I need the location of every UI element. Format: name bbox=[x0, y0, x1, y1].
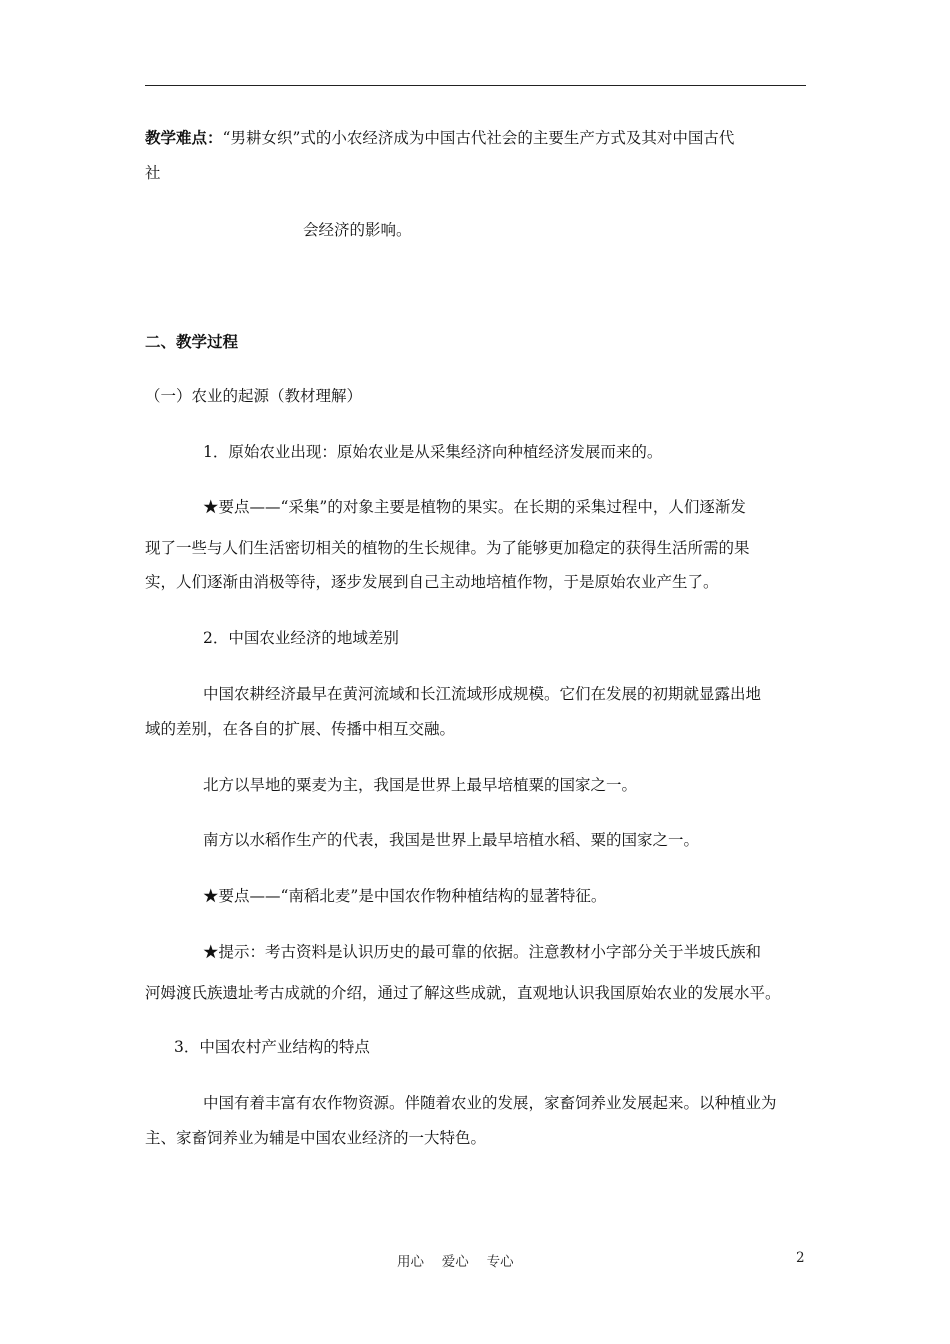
item2-south: 南方以水稻作生产的代表，我国是世界上最早培植水稻、粟的国家之一。 bbox=[203, 831, 700, 849]
difficulty-continuation: 会经济的影响。 bbox=[303, 221, 412, 239]
section-subheading: （一）农业的起源（教材理解） bbox=[145, 387, 363, 405]
item2-north: 北方以旱地的粟麦为主，我国是世界上最早培植粟的国家之一。 bbox=[203, 776, 638, 794]
header-rule bbox=[145, 85, 806, 86]
item2-title: 2．中国农业经济的地域差别 bbox=[203, 629, 399, 647]
item3-title: 3．中国农村产业结构的特点 bbox=[174, 1038, 370, 1056]
footer-motto: 用心 爱心 专心 bbox=[397, 1254, 514, 1270]
item1-key-point-line: ★要点——“采集”的对象主要是植物的果实。在长期的采集过程中，人们逐渐发 bbox=[203, 498, 746, 516]
item2-hint-line: ★提示：考古资料是认识历史的最可靠的依据。注意教材小字部分关于半坡氏族和 bbox=[203, 943, 762, 961]
difficulty-label: 教学难点： bbox=[145, 128, 223, 147]
item2-paragraph-line: 域的差别，在各自的扩展、传播中相互交融。 bbox=[145, 720, 456, 738]
item1-key-point-line: 现了一些与人们生活密切相关的植物的生长规律。为了能够更加稳定的获得生活所需的果 bbox=[145, 539, 750, 557]
item1-title: 1．原始农业出现：原始农业是从采集经济向种植经济发展而来的。 bbox=[203, 443, 663, 461]
item3-paragraph-line: 主、家畜饲养业为辅是中国农业经济的一大特色。 bbox=[145, 1129, 487, 1147]
item2-key-point: ★要点——“南稻北麦”是中国农作物种植结构的显著特征。 bbox=[203, 887, 607, 905]
item3-paragraph-line: 中国有着丰富有农作物资源。伴随着农业的发展，家畜饲养业发展起来。以种植业为 bbox=[203, 1094, 777, 1112]
item1-key-point-line: 实，人们逐渐由消极等待，逐步发展到自己主动地培植作物，于是原始农业产生了。 bbox=[145, 573, 719, 591]
item2-paragraph-line: 中国农耕经济最早在黄河流域和长江流域形成规模。它们在发展的初期就显露出地 bbox=[203, 685, 762, 703]
difficulty-line bbox=[145, 128, 734, 148]
item2-hint-line: 河姆渡氏族遗址考古成就的介绍，通过了解这些成就，直观地认识我国原始农业的发展水平。 bbox=[145, 984, 781, 1002]
page-number: 2 bbox=[796, 1250, 805, 1266]
difficulty-text: “男耕女织”式的小农经济成为中国古代社会的主要生产方式及其对中国古代 bbox=[222, 129, 735, 147]
section-heading: 二、教学过程 bbox=[145, 332, 239, 351]
difficulty-wrap-char: 社 bbox=[145, 164, 161, 182]
